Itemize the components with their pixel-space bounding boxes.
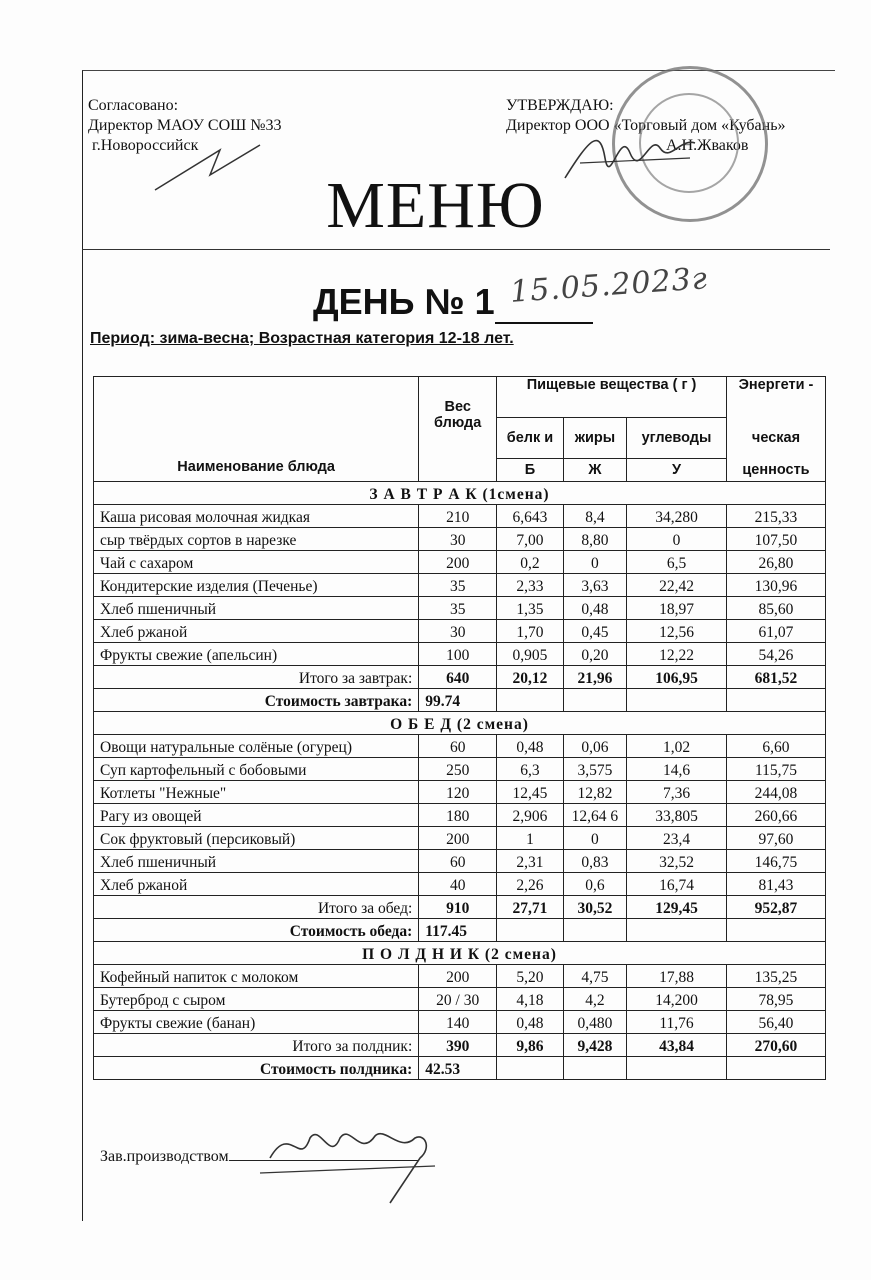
total-fat: 30,52	[563, 896, 626, 919]
table-row	[94, 758, 826, 781]
section-title: З А В Т Р А К (1смена)	[94, 482, 826, 505]
total-energy: 270,60	[726, 1034, 825, 1057]
dish-weight: 200	[419, 827, 497, 850]
dish-name: Кофейный напиток с молоком	[94, 965, 419, 988]
energy-value: 81,43	[726, 873, 825, 896]
handwritten-date: 15.05.2023г	[509, 261, 709, 310]
carbs-value: 32,52	[627, 850, 727, 873]
carbs-value: 0	[627, 528, 727, 551]
dish-name: Кондитерские изделия (Печенье)	[94, 574, 419, 597]
dish-weight: 200	[419, 965, 497, 988]
carbs-value: 6,5	[627, 551, 727, 574]
dish-weight: 250	[419, 758, 497, 781]
table-row	[94, 965, 826, 988]
total-weight: 640	[419, 666, 497, 689]
fat-value: 0,6	[563, 873, 626, 896]
day-label: ДЕНЬ № 1	[313, 281, 495, 322]
section-title: О Б Е Д (2 смена)	[94, 712, 826, 735]
header-energy-bot: ценность	[726, 459, 825, 482]
dish-weight: 30	[419, 528, 497, 551]
energy-value: 115,75	[726, 758, 825, 781]
table-row	[94, 781, 826, 804]
section-row	[94, 482, 826, 505]
total-protein: 27,71	[497, 896, 564, 919]
cost-row	[94, 919, 826, 942]
total-row	[94, 896, 826, 919]
table-row	[94, 597, 826, 620]
fat-value: 0,83	[563, 850, 626, 873]
protein-value: 0,48	[497, 735, 564, 758]
total-protein: 9,86	[497, 1034, 564, 1057]
table-row	[94, 850, 826, 873]
carbs-value: 11,76	[627, 1011, 727, 1034]
total-weight: 390	[419, 1034, 497, 1057]
protein-value: 7,00	[497, 528, 564, 551]
total-label: Итого за обед:	[94, 896, 419, 919]
dish-name: Чай с сахаром	[94, 551, 419, 574]
carbs-value: 16,74	[627, 873, 727, 896]
dish-weight: 180	[419, 804, 497, 827]
header-dish-name: Наименование блюда	[94, 377, 419, 482]
total-carbs: 129,45	[627, 896, 727, 919]
empty-cell	[563, 919, 626, 942]
fat-value: 3,63	[563, 574, 626, 597]
energy-value: 61,07	[726, 620, 825, 643]
cost-label: Стоимость завтрака:	[94, 689, 419, 712]
empty-cell	[726, 1057, 825, 1080]
header-fat: жиры	[563, 418, 626, 459]
empty-cell	[563, 1057, 626, 1080]
dish-name: Рагу из овощей	[94, 804, 419, 827]
total-row	[94, 666, 826, 689]
energy-value: 130,96	[726, 574, 825, 597]
dish-name: сыр твёрдых сортов в нарезке	[94, 528, 419, 551]
table-row	[94, 505, 826, 528]
header-nutrients: Пищевые вещества ( г )	[497, 377, 727, 418]
table-row	[94, 551, 826, 574]
fat-value: 12,82	[563, 781, 626, 804]
fat-value: 8,80	[563, 528, 626, 551]
empty-cell	[563, 689, 626, 712]
dish-name: Фрукты свежие (апельсин)	[94, 643, 419, 666]
approval-line: А.Н.Жваков	[666, 137, 749, 154]
fat-value: 12,64 6	[563, 804, 626, 827]
cost-value: 117.45	[419, 919, 497, 942]
energy-value: 135,25	[726, 965, 825, 988]
protein-value: 2,31	[497, 850, 564, 873]
energy-value: 56,40	[726, 1011, 825, 1034]
protein-value: 4,18	[497, 988, 564, 1011]
section-row	[94, 942, 826, 965]
dish-name: Овощи натуральные солёные (огурец)	[94, 735, 419, 758]
table-header-row	[94, 377, 826, 418]
protein-value: 6,3	[497, 758, 564, 781]
energy-value: 97,60	[726, 827, 825, 850]
carbs-value: 1,02	[627, 735, 727, 758]
carbs-value: 17,88	[627, 965, 727, 988]
carbs-value: 23,4	[627, 827, 727, 850]
header-carbs: углеводы	[627, 418, 727, 459]
fat-value: 8,4	[563, 505, 626, 528]
empty-cell	[497, 919, 564, 942]
dish-weight: 60	[419, 735, 497, 758]
carbs-value: 14,200	[627, 988, 727, 1011]
protein-value: 0,48	[497, 1011, 564, 1034]
fat-value: 3,575	[563, 758, 626, 781]
approval-line: Согласовано:	[88, 97, 179, 114]
energy-value: 260,66	[726, 804, 825, 827]
carbs-value: 12,22	[627, 643, 727, 666]
table-row	[94, 643, 826, 666]
cost-value: 42.53	[419, 1057, 497, 1080]
fat-value: 4,2	[563, 988, 626, 1011]
dish-weight: 200	[419, 551, 497, 574]
total-label: Итого за завтрак:	[94, 666, 419, 689]
fat-value: 0,06	[563, 735, 626, 758]
energy-value: 6,60	[726, 735, 825, 758]
table-row	[94, 873, 826, 896]
carbs-value: 22,42	[627, 574, 727, 597]
table-row	[94, 620, 826, 643]
cost-value: 99.74	[419, 689, 497, 712]
table-row	[94, 735, 826, 758]
total-fat: 9,428	[563, 1034, 626, 1057]
dish-name: Хлеб пшеничный	[94, 850, 419, 873]
dish-name: Котлеты "Нежные"	[94, 781, 419, 804]
energy-value: 85,60	[726, 597, 825, 620]
energy-value: 146,75	[726, 850, 825, 873]
empty-cell	[726, 919, 825, 942]
protein-value: 2,26	[497, 873, 564, 896]
dish-weight: 100	[419, 643, 497, 666]
total-weight: 910	[419, 896, 497, 919]
fat-value: 0	[563, 827, 626, 850]
fat-value: 0,20	[563, 643, 626, 666]
dish-weight: 35	[419, 597, 497, 620]
protein-value: 1	[497, 827, 564, 850]
carbs-value: 12,56	[627, 620, 727, 643]
total-carbs: 106,95	[627, 666, 727, 689]
energy-value: 78,95	[726, 988, 825, 1011]
protein-value: 1,70	[497, 620, 564, 643]
empty-cell	[627, 919, 727, 942]
table-row	[94, 827, 826, 850]
dish-name: Хлеб ржаной	[94, 620, 419, 643]
protein-value: 0,2	[497, 551, 564, 574]
protein-value: 5,20	[497, 965, 564, 988]
dish-name: Хлеб ржаной	[94, 873, 419, 896]
empty-cell	[497, 1057, 564, 1080]
protein-value: 12,45	[497, 781, 564, 804]
fat-value: 4,75	[563, 965, 626, 988]
dish-name: Бутерброд с сыром	[94, 988, 419, 1011]
energy-value: 54,26	[726, 643, 825, 666]
total-fat: 21,96	[563, 666, 626, 689]
section-row	[94, 712, 826, 735]
dish-weight: 60	[419, 850, 497, 873]
table-row	[94, 1011, 826, 1034]
dish-weight: 20 / 30	[419, 988, 497, 1011]
protein-value: 2,906	[497, 804, 564, 827]
header-c-letter: У	[627, 459, 727, 482]
fat-value: 0	[563, 551, 626, 574]
empty-cell	[627, 689, 727, 712]
section-title: П О Л Д Н И К (2 смена)	[94, 942, 826, 965]
dish-weight: 120	[419, 781, 497, 804]
cost-label: Стоимость полдника:	[94, 1057, 419, 1080]
energy-value: 107,50	[726, 528, 825, 551]
approval-line: Директор ООО «Торговый дом «Кубань»	[506, 117, 786, 134]
total-energy: 681,52	[726, 666, 825, 689]
header-energy-mid: ческая	[726, 418, 825, 459]
dish-weight: 30	[419, 620, 497, 643]
protein-value: 6,643	[497, 505, 564, 528]
table-row	[94, 988, 826, 1011]
total-energy: 952,87	[726, 896, 825, 919]
dish-weight: 35	[419, 574, 497, 597]
total-carbs: 43,84	[627, 1034, 727, 1057]
footer-label: Зав.производством	[100, 1148, 229, 1165]
table-row	[94, 528, 826, 551]
header-p-letter: Б	[497, 459, 564, 482]
header-energy-top: Энергети -	[726, 377, 825, 418]
protein-value: 0,905	[497, 643, 564, 666]
carbs-value: 14,6	[627, 758, 727, 781]
approval-line: Директор МАОУ СОШ №33	[88, 117, 282, 134]
table-row	[94, 804, 826, 827]
energy-value: 26,80	[726, 551, 825, 574]
empty-cell	[726, 689, 825, 712]
carbs-value: 18,97	[627, 597, 727, 620]
dish-weight: 40	[419, 873, 497, 896]
cost-row	[94, 689, 826, 712]
menu-table-body	[94, 482, 826, 1080]
fat-value: 0,48	[563, 597, 626, 620]
cost-label: Стоимость обеда:	[94, 919, 419, 942]
dish-name: Хлеб пшеничный	[94, 597, 419, 620]
cost-row	[94, 1057, 826, 1080]
empty-cell	[627, 1057, 727, 1080]
energy-value: 244,08	[726, 781, 825, 804]
protein-value: 1,35	[497, 597, 564, 620]
header-f-letter: Ж	[563, 459, 626, 482]
header-protein: белк и	[497, 418, 564, 459]
energy-value: 215,33	[726, 505, 825, 528]
header-weight: Вес блюда	[419, 377, 497, 482]
approval-line: г.Новороссийск	[92, 137, 199, 154]
dish-name: Каша рисовая молочная жидкая	[94, 505, 419, 528]
period-line: Период: зима-весна; Возрастная категория 12-18 лет.	[90, 330, 514, 347]
page-title: МЕНЮ	[326, 169, 545, 242]
dish-name: Фрукты свежие (банан)	[94, 1011, 419, 1034]
fat-value: 0,45	[563, 620, 626, 643]
dish-name: Сок фруктовый (персиковый)	[94, 827, 419, 850]
fat-value: 0,480	[563, 1011, 626, 1034]
divider	[82, 249, 830, 250]
production-signature	[240, 1118, 440, 1208]
table-row	[94, 574, 826, 597]
protein-value: 2,33	[497, 574, 564, 597]
dish-weight: 140	[419, 1011, 497, 1034]
menu-table	[93, 376, 826, 1080]
carbs-value: 7,36	[627, 781, 727, 804]
carbs-value: 34,280	[627, 505, 727, 528]
total-protein: 20,12	[497, 666, 564, 689]
total-row	[94, 1034, 826, 1057]
empty-cell	[497, 689, 564, 712]
approval-line: УТВЕРЖДАЮ:	[506, 97, 614, 114]
total-label: Итого за полдник:	[94, 1034, 419, 1057]
dish-weight: 210	[419, 505, 497, 528]
dish-name: Суп картофельный с бобовыми	[94, 758, 419, 781]
carbs-value: 33,805	[627, 804, 727, 827]
